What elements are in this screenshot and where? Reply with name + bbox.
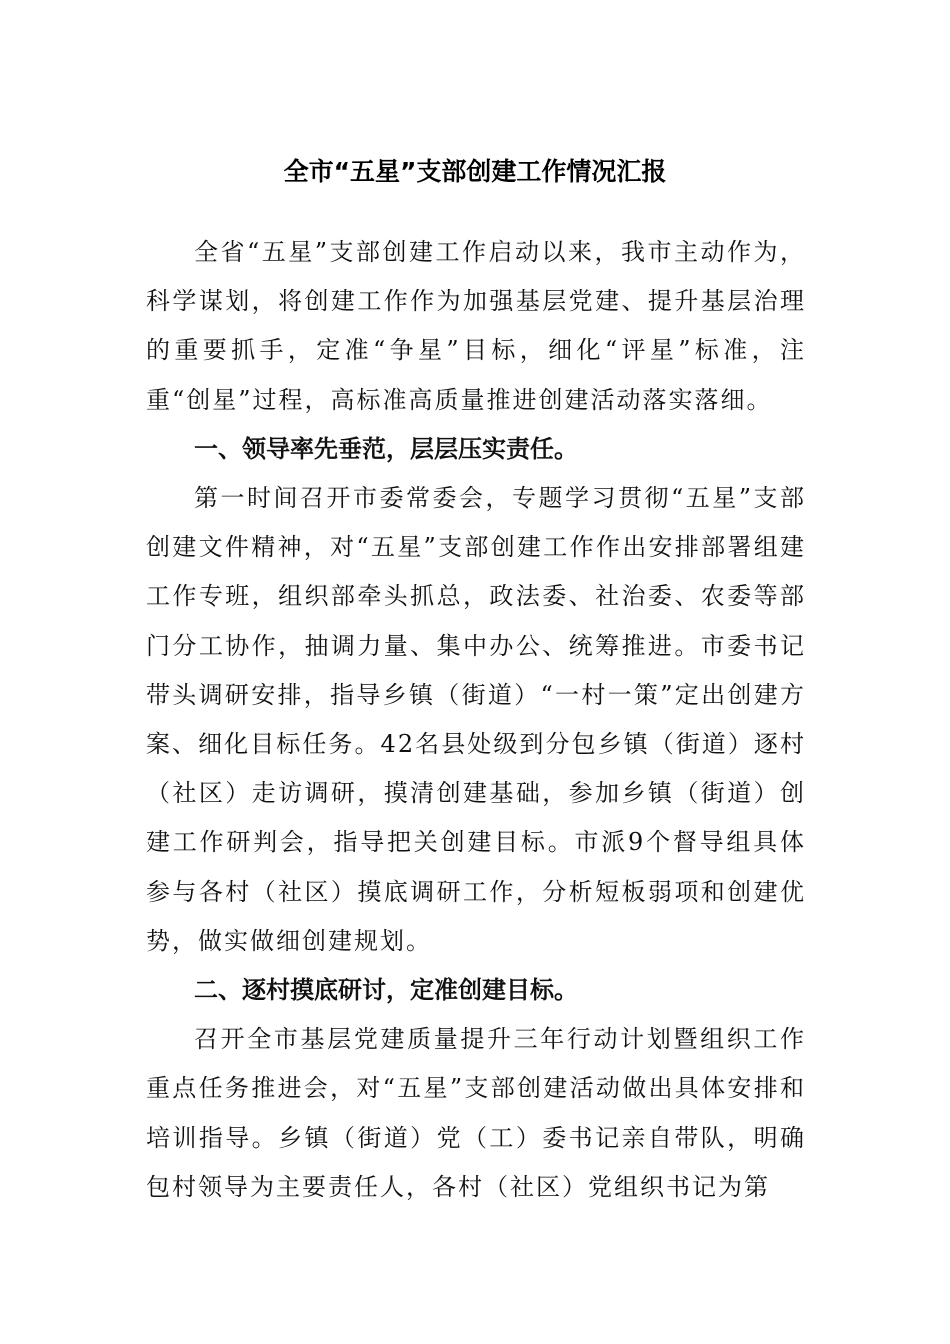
section-2-paragraph: 召开全市基层党建质量提升三年行动计划暨组织工作重点任务推进会，对“五星”支部创建活动做出具体安排和培训指导。乡镇（街道）党（工）委书记亲自带队，明确包村领导为主要责任人，各村（社区）党组织书记为第 bbox=[146, 1025, 806, 1201]
section-1-paragraph: 第一时间召开市委常委会，专题学习贯彻“五星”支部创建文件精神，对“五星”支部创建工作作出安排部署组建工作专班，组织部牵头抓总，政法委、社治委、农委等部门分工协作，抽调力量、集中办公、统筹推进。市委书记带头调研安排，指导乡镇（街道）“一村一策”定出创建方案、细化目标任务。42名县处级到分包乡镇（街道）逐村（社区）走访调研，摸清创建基础，参加乡镇（街道）创建工作研判会，指导把关创建目标。市派9个督导组具体参与各村（社区）摸底调研工作，分析短板弱项和创建优势，做实做细创建规划。 bbox=[146, 484, 806, 955]
intro-paragraph: 全省“五星”支部创建工作启动以来，我市主动作为，科学谋划，将创建工作作为加强基层党建、提升基层治理的重要抓手，定准“争星”目标，细化“评星”标准，注重“创星”过程，高标准高质量推进创建活动落实落细。 bbox=[146, 238, 806, 414]
section-1-heading: 一、领导率先垂范，层层压实责任。 bbox=[194, 434, 578, 463]
document-body bbox=[146, 228, 806, 1212]
document-title: 全市“五星”支部创建工作情况汇报 bbox=[283, 157, 667, 186]
section-2-heading: 二、逐村摸底研讨，定准创建目标。 bbox=[194, 976, 578, 1005]
